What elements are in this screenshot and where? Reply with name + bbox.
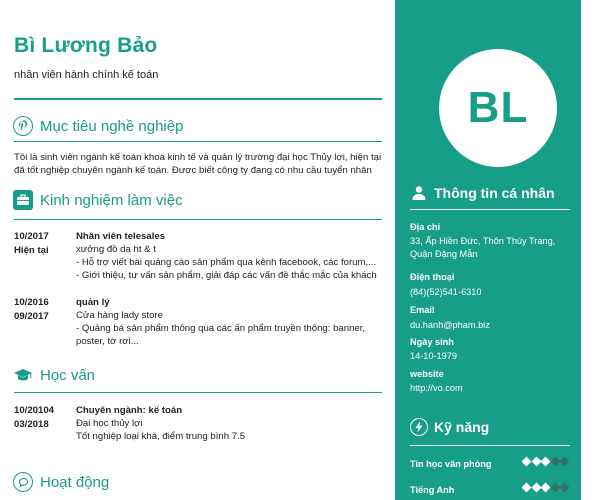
rating-diamond-filled xyxy=(541,483,551,493)
rating-diamond-empty xyxy=(550,483,560,493)
section-education-title: Học vấn xyxy=(40,366,96,384)
candidate-name: Bì Lương Bảo xyxy=(14,34,158,57)
experience-company: Cửa hàng lady store xyxy=(76,310,163,321)
rating-diamond-filled xyxy=(541,457,551,467)
chat-bubble-icon xyxy=(13,472,33,492)
rating-diamond-filled xyxy=(522,457,532,467)
avatar-initials: BL xyxy=(467,83,529,132)
website-label: website xyxy=(410,369,444,379)
education-dates xyxy=(14,404,74,432)
education-school: Đại học thủy lợi xyxy=(76,418,143,429)
experience-dates xyxy=(14,296,74,324)
experience-role: quản lý xyxy=(76,297,110,308)
experience-date-from: 10/2016 xyxy=(14,297,49,308)
section-education-heading xyxy=(13,365,95,385)
website-value: http://vo.com xyxy=(410,383,463,393)
candidate-position: nhân viên hành chính kế toán xyxy=(14,69,159,81)
experience-date-to: Hiện tại xyxy=(14,245,49,256)
education-item xyxy=(14,404,382,448)
skill-name: Tin học văn phòng xyxy=(410,459,492,469)
section-experience-divider xyxy=(14,219,382,220)
section-objective-divider xyxy=(14,141,382,142)
experience-body xyxy=(76,230,382,282)
sidebar xyxy=(395,0,581,500)
user-icon xyxy=(410,184,428,202)
experience-detail: - Giới thiệu, tư vấn sản phẩm, giải đáp các vấn đề thắc mắc của khách xyxy=(76,270,377,281)
header-divider xyxy=(14,98,382,100)
dob-value: 14-10-1979 xyxy=(410,351,457,361)
address-label: Địa chỉ xyxy=(410,222,441,232)
skills-divider xyxy=(410,445,570,446)
phone-label: Điện thoại xyxy=(410,272,455,282)
rating-diamond-filled xyxy=(531,483,541,493)
objective-text: Tôi là sinh viên ngành kế toán khoa kinh tế và quản lý trường đại học Thủy lợi, hiện tại đã tốt nghiệp chuyên ngành kế toán. Được biết công ty đang có nhu cầu tuyển nhân xyxy=(14,152,382,176)
experience-detail: - Quảng bá sản phẩm thông qua các ấn phẩm truyền thông: banner, poster, tờ rơi... xyxy=(76,323,366,347)
pinterest-icon xyxy=(13,116,33,136)
rating-diamond-filled xyxy=(531,457,541,467)
phone-value: (84)(52)541-6310 xyxy=(410,287,482,297)
section-education-divider xyxy=(14,392,382,393)
rating-diamond-empty xyxy=(560,457,570,467)
experience-date-from: 10/2017 xyxy=(14,231,49,242)
dob-label: Ngày sinh xyxy=(410,337,454,347)
personal-info-divider xyxy=(410,209,570,210)
experience-date-to: 09/2017 xyxy=(14,311,49,322)
email-label: Email xyxy=(410,305,435,315)
education-major: Chuyên ngành: kế toán xyxy=(76,405,183,416)
skill-name: Tiếng Anh xyxy=(410,485,455,495)
skills-title: Kỹ năng xyxy=(434,419,490,435)
experience-role: Nhân viên telesales xyxy=(76,231,166,242)
experience-item xyxy=(14,296,382,352)
education-date-from: 10/20104 xyxy=(14,405,55,416)
address-value: 33, Ấp Hiền Đức, Thôn Thúy Trang, Quận Đặng Mẫn xyxy=(410,236,556,259)
experience-item xyxy=(14,230,382,290)
briefcase-icon xyxy=(13,190,33,210)
skill-item xyxy=(410,459,578,469)
avatar xyxy=(439,49,557,167)
education-date-to: 03/2018 xyxy=(14,419,49,430)
section-experience-title: Kinh nghiệm làm việc xyxy=(40,191,183,209)
section-experience-heading xyxy=(13,190,183,210)
skills-heading xyxy=(410,418,489,436)
experience-detail: - Hỗ trợ viết bài quảng cáo sản phẩm qua kênh facebook, các forum,... xyxy=(76,257,377,268)
graduation-cap-icon xyxy=(13,365,33,385)
skill-item xyxy=(410,485,578,495)
personal-info-heading xyxy=(410,184,555,202)
skill-rating xyxy=(521,484,569,491)
section-activities-title: Hoạt động xyxy=(40,473,110,491)
section-activities-heading xyxy=(13,472,109,492)
personal-info-title: Thông tin cá nhân xyxy=(434,185,555,201)
experience-body xyxy=(76,296,382,348)
experience-dates xyxy=(14,230,74,258)
experience-company: xưởng đồ da ht & t xyxy=(76,244,156,255)
bolt-icon xyxy=(410,418,428,436)
email-value: du.hanh@pham.biz xyxy=(410,320,490,330)
section-objective-title: Mục tiêu nghề nghiệp xyxy=(40,117,184,135)
skill-rating xyxy=(521,458,569,465)
rating-diamond-empty xyxy=(550,457,560,467)
rating-diamond-filled xyxy=(522,483,532,493)
section-objective-heading xyxy=(13,116,183,136)
rating-diamond-empty xyxy=(560,483,570,493)
education-note: Tốt nghiệp loại khá, điểm trung bình 7.5 xyxy=(76,431,246,442)
education-body xyxy=(76,404,382,443)
